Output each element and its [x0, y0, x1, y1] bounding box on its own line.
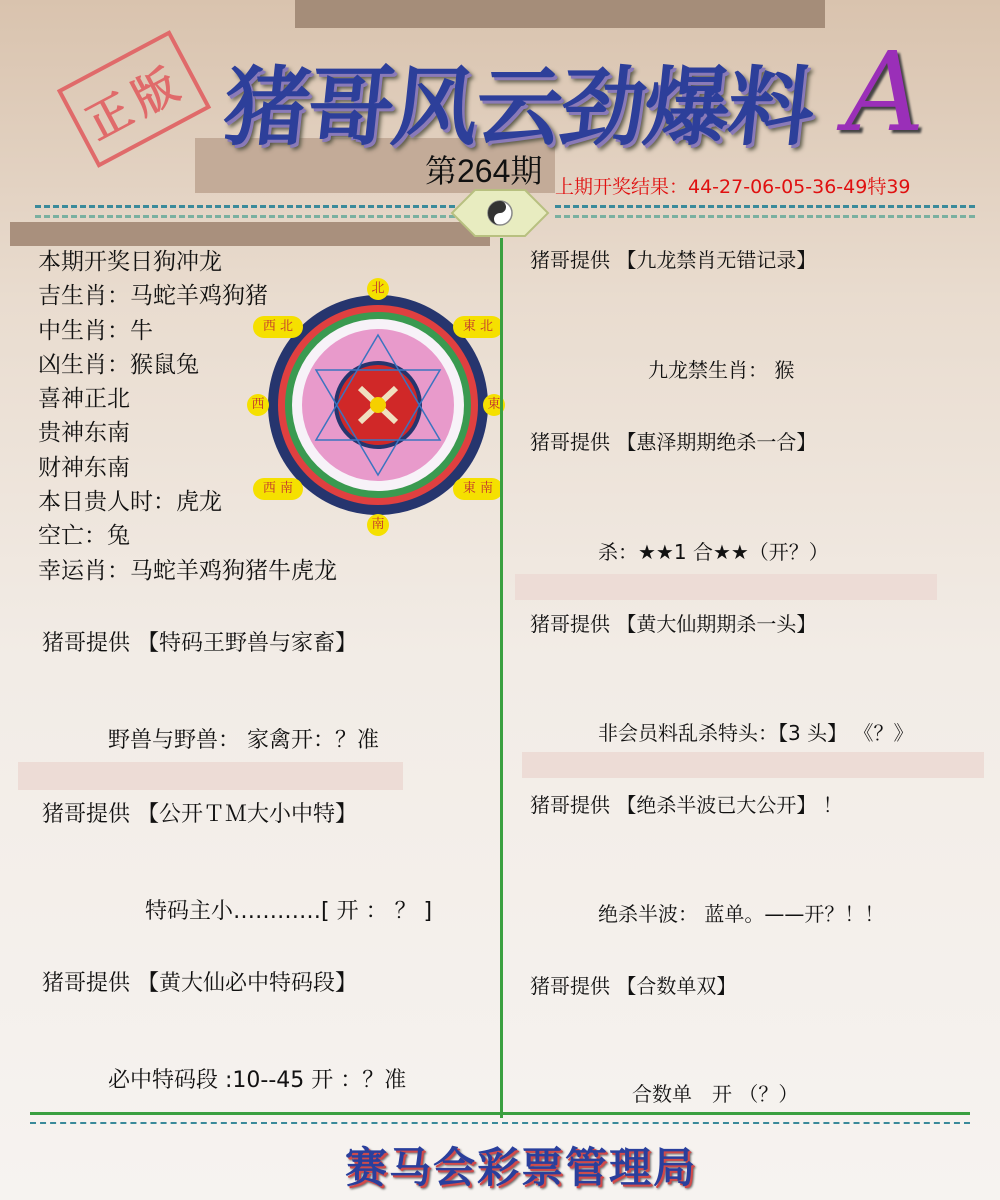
bottom-divider-green	[30, 1112, 970, 1115]
left-section-header: 猪哥提供 【黄大仙必中特码段】	[42, 971, 357, 996]
page-title: 猪哥风云劲爆料	[218, 58, 818, 158]
right-section-header: 猪哥提供 【合数单双】	[530, 974, 737, 998]
compass-south: 南	[367, 514, 389, 536]
almanac-line: 喜神正北	[38, 386, 130, 413]
edition-letter: A	[845, 28, 925, 156]
zodiac-compass-wheel	[245, 280, 515, 530]
bagua-icon	[450, 188, 550, 238]
right-section-header: 猪哥提供 【九龙禁肖无错记录】	[530, 248, 817, 272]
left-section-header: 猪哥提供 【特码王野兽与家畜】	[42, 631, 357, 656]
highlight-band	[522, 752, 984, 778]
right-section-header: 猪哥提供 【惠泽期期绝杀一合】	[530, 430, 817, 454]
almanac-line: 中生肖：牛	[38, 317, 153, 344]
left-section-content: 必中特码段 :10--45 开 ：？准	[108, 1068, 407, 1093]
left-section-content: 特码主小…………[ 开 ： ？ ]	[145, 899, 433, 924]
almanac-line: 吉生肖：马蛇羊鸡狗猪	[38, 283, 268, 310]
compass-northwest: 西 北	[253, 316, 303, 338]
almanac-line: 凶生肖：猴鼠兔	[38, 351, 199, 378]
right-section-content: 合数单 开 （？）	[632, 1082, 799, 1106]
right-section-content: 绝杀半波： 蓝单。——开？！！	[598, 902, 885, 926]
last-result: 上期开奖结果：44-27-06-05-36-49特39	[555, 176, 911, 198]
compass-southwest: 西 南	[253, 478, 303, 500]
almanac-line: 贵神东南	[38, 420, 130, 447]
wave-divider-left-2	[35, 215, 455, 218]
compass-southeast: 東 南	[453, 478, 503, 500]
compass-west: 西	[247, 394, 269, 416]
footer-publisher: 赛马会彩票管理局	[345, 1143, 698, 1192]
right-section-content: 非会员料乱杀特头：【3 头】 《？》	[598, 721, 914, 745]
almanac-line: 财神东南	[38, 454, 130, 481]
almanac-line: 幸运肖：马蛇羊鸡狗猪牛虎龙	[38, 557, 337, 584]
right-section-header: 猪哥提供 【绝杀半波已大公开】 ！	[530, 793, 843, 817]
top-banner-bar	[295, 0, 825, 28]
left-strip	[10, 222, 490, 246]
compass-east: 東	[483, 394, 505, 416]
right-section-header: 猪哥提供 【黄大仙期期杀一头】	[530, 612, 817, 636]
wave-divider-right	[555, 205, 975, 208]
authentic-stamp: 正版	[57, 30, 211, 168]
bottom-divider-teal	[30, 1122, 970, 1124]
center-divider	[500, 238, 503, 1118]
almanac-line: 本日贵人时：虎龙	[38, 489, 222, 516]
left-section-header: 猪哥提供 【公开ＴＭ大小中特】	[42, 802, 357, 827]
left-section-content: 野兽与野兽： 家禽开：？准	[108, 728, 379, 753]
issue-number: 第264期	[425, 153, 543, 189]
compass-north: 北	[367, 278, 389, 300]
right-section-content: 九龙禁生肖： 猴	[648, 358, 795, 382]
highlight-band	[515, 574, 937, 600]
almanac-line: 空亡：兔	[38, 523, 130, 550]
wave-divider-left	[35, 205, 455, 208]
highlight-band	[18, 762, 403, 790]
compass-northeast: 東 北	[453, 316, 503, 338]
almanac-line: 本期开奖日狗冲龙	[38, 249, 222, 275]
right-section-content: 杀：★★1 合★★（开？）	[598, 540, 829, 564]
wave-divider-right-2	[555, 215, 975, 218]
